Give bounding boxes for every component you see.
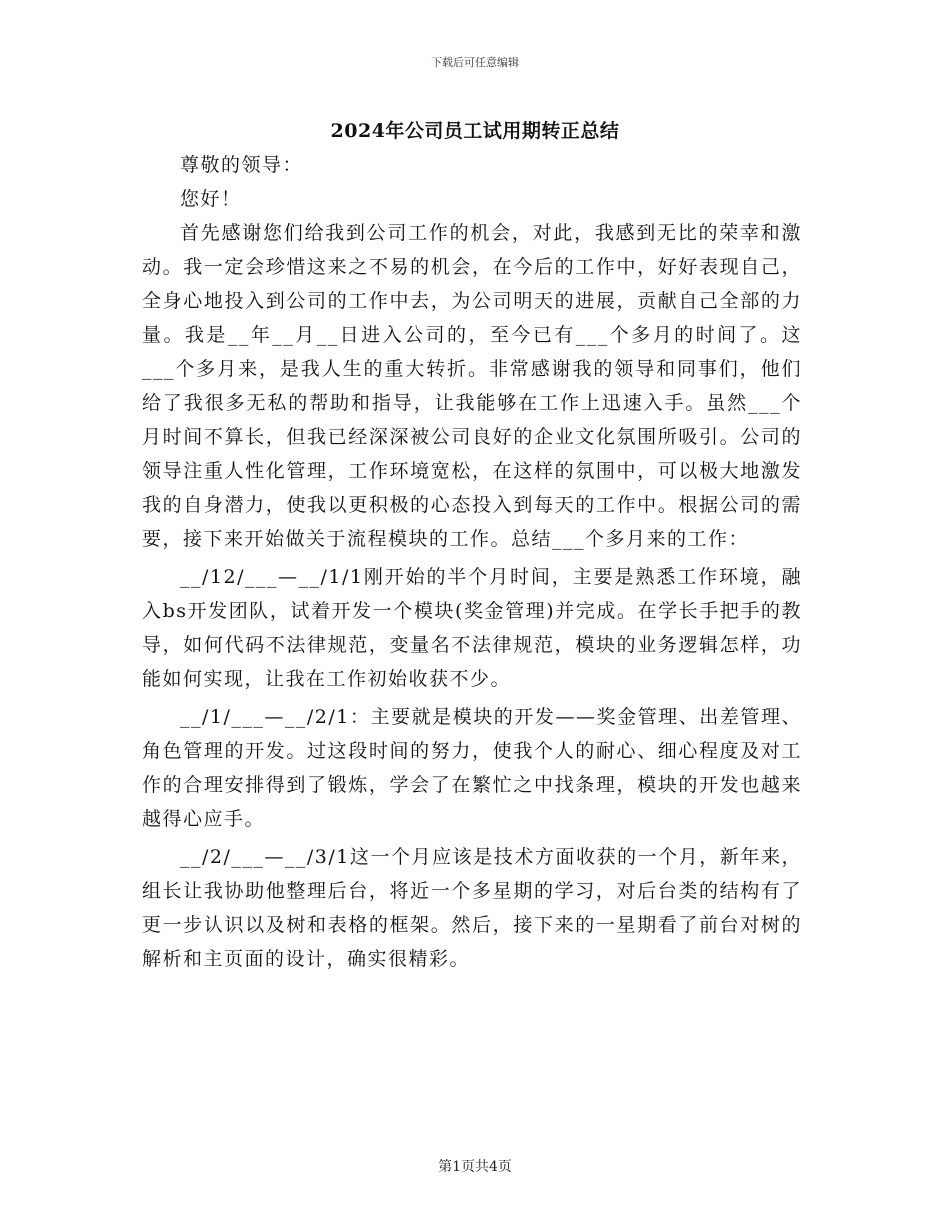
paragraph-period-2: __/1/___—__/2/1：主要就是模块的开发——奖金管理、出差管理、角色管理的开发。过这段时间的努力，使我个人的耐心、细心程度及对工作的合理安排得到了锻炼，学会了在繁忙之中找条理，模块的开发也越来越得心应手。	[142, 706, 802, 830]
paragraph-intro: 首先感谢您们给我到公司工作的机会，对此，我感到无比的荣幸和激动。我一定会珍惜这来之不易的机会，在今后的工作中，好好表现自己，全身心地投入到公司的工作中去，为公司明天的进展，贡献自己全部的力量。我是__年__月__日进入公司的，至今已有___个多月的时间了。这___个多月来，是我人生的重大转折。非常感谢我的领导和同事们，他们给了我很多无私的帮助和指导，让我能够在工作上迅速入手。虽然___个月时间不算长，但我已经深深被公司良好的企业文化氛围所吸引。公司的领导注重人性化管理，工作环境宽松，在这样的氛围中，可以极大地激发我的自身潜力，使我以更积极的心态投入到每天的工作中。根据公司的需要，接下来开始做关于流程模块的工作。总结___个多月来的工作：	[142, 222, 802, 550]
paragraph-period-1: __/12/___—__/1/1刚开始的半个月时间，主要是熟悉工作环境，融入bs开发团队，试着开发一个模块(奖金管理)并完成。在学长手把手的教导，如何代码不法律规范，变量名不法律规范，模块的业务逻辑怎样，功能如何实现，让我在工作初始收获不少。	[142, 566, 802, 690]
salutation: 尊敬的领导：	[180, 154, 304, 176]
page-indicator: 第1页共4页	[438, 1159, 512, 1175]
document-body	[142, 148, 802, 976]
header-note: 下载后可任意编辑	[431, 56, 519, 69]
greeting: 您好！	[180, 188, 242, 210]
document-title: 2024年公司员工试用期转正总结	[330, 120, 620, 142]
paragraph-period-3: __/2/___—__/3/1这一个月应该是技术方面收获的一个月，新年来，组长让我协助他整理后台，将近一个多星期的学习，对后台类的结构有了更一步认识以及树和表格的框架。然后，接下来的一星期看了前台对树的解析和主页面的设计，确实很精彩。	[142, 846, 802, 970]
